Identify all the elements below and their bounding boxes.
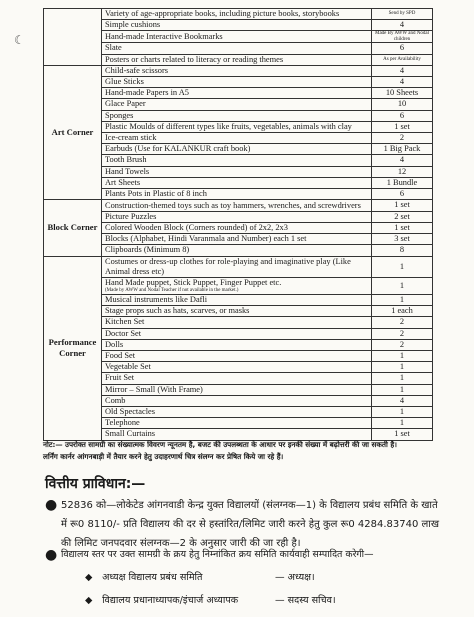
item-cell: [102, 384, 372, 395]
finance-paragraph-1-text: 52836 को—लोकेटेड आंगनवाडी केन्द्र युक्त विद्यालयों (संलग्नक—1) के विद्यालय प्रबंध समिति के खाते में रू0 8110/- प्रति विद्यालय की दर से हस्तांरित/लिमिट जारी करने हेतु कुल रू0 4284.83740 लाख की लिमिट जनपदवार संलग्नक—2 के अनुसार जारी की जा रही है।: [61, 500, 440, 549]
item-text: Hand-made Interactive Bookmarks: [105, 31, 223, 41]
item-cell: [102, 317, 372, 328]
table-row: [44, 245, 433, 256]
item-text: Fruit Set: [105, 373, 135, 383]
category-cell: [44, 9, 102, 66]
committee-member-name: विद्यालय प्रधानाध्यापक/इंचार्ज अध्यापक: [102, 595, 239, 606]
quantity-cell: 2: [372, 339, 433, 350]
item-cell: [102, 166, 372, 177]
item-text: Comb: [105, 395, 126, 405]
finance-paragraph-1: [45, 496, 445, 553]
item-cell: [102, 133, 372, 144]
committee-member-name: अध्यक्ष विद्यालय प्रबंध समिति: [102, 572, 203, 583]
quantity-cell: 3 set: [372, 234, 433, 245]
item-cell: [102, 121, 372, 132]
item-cell: [102, 211, 372, 222]
item-text: Kitchen Set: [105, 317, 145, 327]
item-cell: [102, 373, 372, 384]
item-text: Ice-cream stick: [105, 133, 157, 143]
note-line-2: लर्निंग कार्नर आंगनबाड़ी में तैयार करने हेतु उदाहरणार्थ चित्र संलग्न कर प्रेषित किये जा रहे हैं।: [43, 451, 284, 461]
item-cell: [102, 110, 372, 121]
table-row: [44, 177, 433, 188]
table-row: [44, 211, 433, 222]
item-text: Old Spectacles: [105, 406, 156, 416]
quantity-cell: 1: [372, 384, 433, 395]
table-row: [44, 200, 433, 212]
item-text: Mirror – Small (With Frame): [105, 384, 203, 394]
quantity-cell: 6: [372, 189, 433, 200]
item-cell: [102, 328, 372, 339]
category-cell: Art Corner: [44, 65, 102, 199]
quantity-cell: 1: [372, 362, 433, 373]
quantity-cell: 1 Big Pack: [372, 144, 433, 155]
bullet-icon: ●: [45, 497, 58, 513]
table-row: [44, 133, 433, 144]
table-row: [44, 110, 433, 121]
committee-member-role: — अध्यक्ष।: [275, 572, 315, 583]
table-row: [44, 144, 433, 155]
item-cell: [102, 223, 372, 234]
category-cell: Block Corner: [44, 200, 102, 256]
committee-member-role: — सदस्य सचिव।: [275, 595, 336, 606]
table-row: [44, 350, 433, 361]
quantity-cell: 2: [372, 317, 433, 328]
table-row: [44, 234, 433, 245]
table-row: [44, 31, 433, 43]
table-row: [44, 418, 433, 429]
table-row: [44, 339, 433, 350]
table-row: [44, 317, 433, 328]
table-row: [44, 121, 433, 132]
item-cell: [102, 277, 372, 294]
diamond-bullet-icon: ◆: [85, 595, 93, 606]
quantity-cell: Send by SPD: [372, 9, 433, 20]
quantity-cell: 1 Bundle: [372, 177, 433, 188]
quantity-cell: 4: [372, 155, 433, 166]
bullet-icon: ●: [45, 547, 58, 563]
item-text: Colored Wooden Block (Corners rounded) of 2x2, 2x3: [105, 223, 288, 233]
item-text: Posters or charts related to literacy or reading themes: [105, 54, 284, 64]
item-text: Stage props such as hats, scarves, or masks: [105, 306, 250, 316]
item-cell: [102, 200, 372, 212]
quantity-cell: 1 set: [372, 429, 433, 440]
item-text: Construction-themed toys such as toy hammers, wrenches, and screwdrivers: [105, 200, 361, 210]
item-text: Blocks (Alphabet, Hindi Varanmala and Number) each 1 set: [105, 234, 307, 244]
quantity-cell: 4: [372, 395, 433, 406]
item-cell: [102, 9, 372, 20]
item-text: Doctor Set: [105, 328, 142, 338]
quantity-cell: 4: [372, 65, 433, 76]
quantity-cell: 2: [372, 133, 433, 144]
item-cell: [102, 234, 372, 245]
item-text: Telephone: [105, 418, 140, 428]
item-text: Clipboards (Minimum 8): [105, 245, 190, 255]
item-cell: [102, 406, 372, 417]
finance-paragraph-2-text: विद्यालय स्तर पर उक्त सामग्री के क्रय हेतु निम्नांकित क्रय समिति कार्यवाही सम्पादित करेगी—: [61, 549, 374, 560]
item-text: Picture Puzzles: [105, 211, 157, 221]
diamond-bullet-icon: ◆: [85, 572, 93, 583]
quantity-cell: 1: [372, 256, 433, 277]
item-text: Variety of age-appropriate books, including picture books, storybooks: [105, 9, 340, 18]
item-text: Art Sheets: [105, 177, 141, 187]
item-cell: [102, 306, 372, 317]
item-text: Sponges: [105, 110, 134, 120]
materials-table: [43, 8, 433, 441]
table-row: [44, 77, 433, 88]
item-text: Earbuds (Use for KALANKUR craft book): [105, 144, 251, 154]
table-row: [44, 223, 433, 234]
item-text: Vegetable Set: [105, 362, 151, 372]
table-row: [44, 395, 433, 406]
quantity-cell: 6: [372, 110, 433, 121]
item-text: Hand Towels: [105, 166, 150, 176]
item-cell: [102, 256, 372, 277]
item-text: Dolls: [105, 339, 124, 349]
item-cell: [102, 362, 372, 373]
finance-paragraph-2: [45, 546, 445, 564]
quantity-cell: 1: [372, 373, 433, 384]
item-cell: [102, 31, 372, 43]
table-row: [44, 384, 433, 395]
item-cell: [102, 418, 372, 429]
quantity-cell: 4: [372, 20, 433, 31]
item-cell: [102, 339, 372, 350]
item-cell: [102, 99, 372, 110]
quantity-cell: 6: [372, 43, 433, 54]
table-row: [44, 88, 433, 99]
quantity-cell: 2 set: [372, 211, 433, 222]
table-row: [44, 99, 433, 110]
table-row: [44, 166, 433, 177]
item-text: Hand Made puppet, Stick Puppet, Finger Puppet etc.: [105, 278, 282, 288]
item-cell: [102, 54, 372, 65]
item-cell: [102, 144, 372, 155]
item-note: (Made by AWW and Nodal Teacher if not available in the market.): [105, 287, 239, 293]
quantity-cell: 4: [372, 77, 433, 88]
table-row: [44, 373, 433, 384]
item-cell: [102, 350, 372, 361]
item-cell: [102, 20, 372, 31]
table-row: [44, 406, 433, 417]
item-cell: [102, 245, 372, 256]
table-row: [44, 65, 433, 76]
item-text: Plastic Moulds of different types like fruits, vegetables, animals with clay: [105, 121, 352, 131]
item-cell: [102, 189, 372, 200]
table-row: [44, 43, 433, 54]
quantity-cell: 1 set: [372, 200, 433, 212]
item-text: Hand-made Papers in A5: [105, 88, 189, 98]
item-cell: [102, 88, 372, 99]
table-note: [43, 439, 443, 462]
table-row: [44, 20, 433, 31]
table-row: [44, 362, 433, 373]
item-text: Tooth Brush: [105, 155, 147, 165]
quantity-cell: 1: [372, 406, 433, 417]
quantity-cell: 10: [372, 99, 433, 110]
table-row: [44, 306, 433, 317]
item-text: Small Curtains: [105, 429, 156, 439]
quantity-cell: 1: [372, 350, 433, 361]
note-line-1: नोट:— उपरोक्त सामग्री का संख्यात्मक विवरण न्यूनतम है, बजट की उपलब्धता के आधार पर इनकी संख्या में बढ़ोत्तरी की जा सकती है।: [43, 440, 397, 449]
quantity-cell: 1: [372, 418, 433, 429]
quantity-cell: 1 each: [372, 306, 433, 317]
table-row: [44, 54, 433, 65]
quantity-cell: 12: [372, 166, 433, 177]
quantity-cell: 10 Sheets: [372, 88, 433, 99]
quantity-cell: 8: [372, 245, 433, 256]
quantity-cell: 1: [372, 294, 433, 305]
item-text: Plants Pots in Plastic of 8 inch: [105, 189, 207, 199]
item-text: Child-safe scissors: [105, 65, 169, 75]
quantity-cell: As per Availability: [372, 54, 433, 65]
quantity-cell: 1: [372, 277, 433, 294]
quantity-cell: 1 set: [372, 121, 433, 132]
table-row: [44, 256, 433, 277]
item-cell: [102, 177, 372, 188]
item-text: Glue Sticks: [105, 77, 144, 87]
committee-member-2: [85, 593, 336, 606]
item-text: Costumes or dress-up clothes for role-playing and imaginative play (Like Animal dress etc): [105, 257, 351, 276]
item-cell: [102, 395, 372, 406]
quantity-cell: 2: [372, 328, 433, 339]
table-row: [44, 294, 433, 305]
item-cell: [102, 43, 372, 54]
quantity-cell: 1 set: [372, 223, 433, 234]
finance-heading: वित्तीय प्राविधान:—: [45, 476, 146, 492]
table-row: [44, 189, 433, 200]
quantity-cell: Made By AWW and Nodal children: [372, 31, 433, 43]
table-row: [44, 277, 433, 294]
item-cell: [102, 65, 372, 76]
item-cell: [102, 294, 372, 305]
item-text: Glace Paper: [105, 99, 146, 109]
item-text: Slate: [105, 43, 122, 53]
category-cell: Performance Corner: [44, 256, 102, 440]
item-text: Food Set: [105, 350, 136, 360]
item-text: Simple cushions: [105, 20, 161, 30]
table-row: [44, 155, 433, 166]
item-text: Musical instruments like Dafli: [105, 294, 208, 304]
item-cell: [102, 155, 372, 166]
table-row: [44, 328, 433, 339]
table-row: [44, 9, 433, 20]
committee-member-1: [85, 570, 315, 583]
margin-mark: ☾: [14, 33, 25, 47]
item-cell: [102, 77, 372, 88]
